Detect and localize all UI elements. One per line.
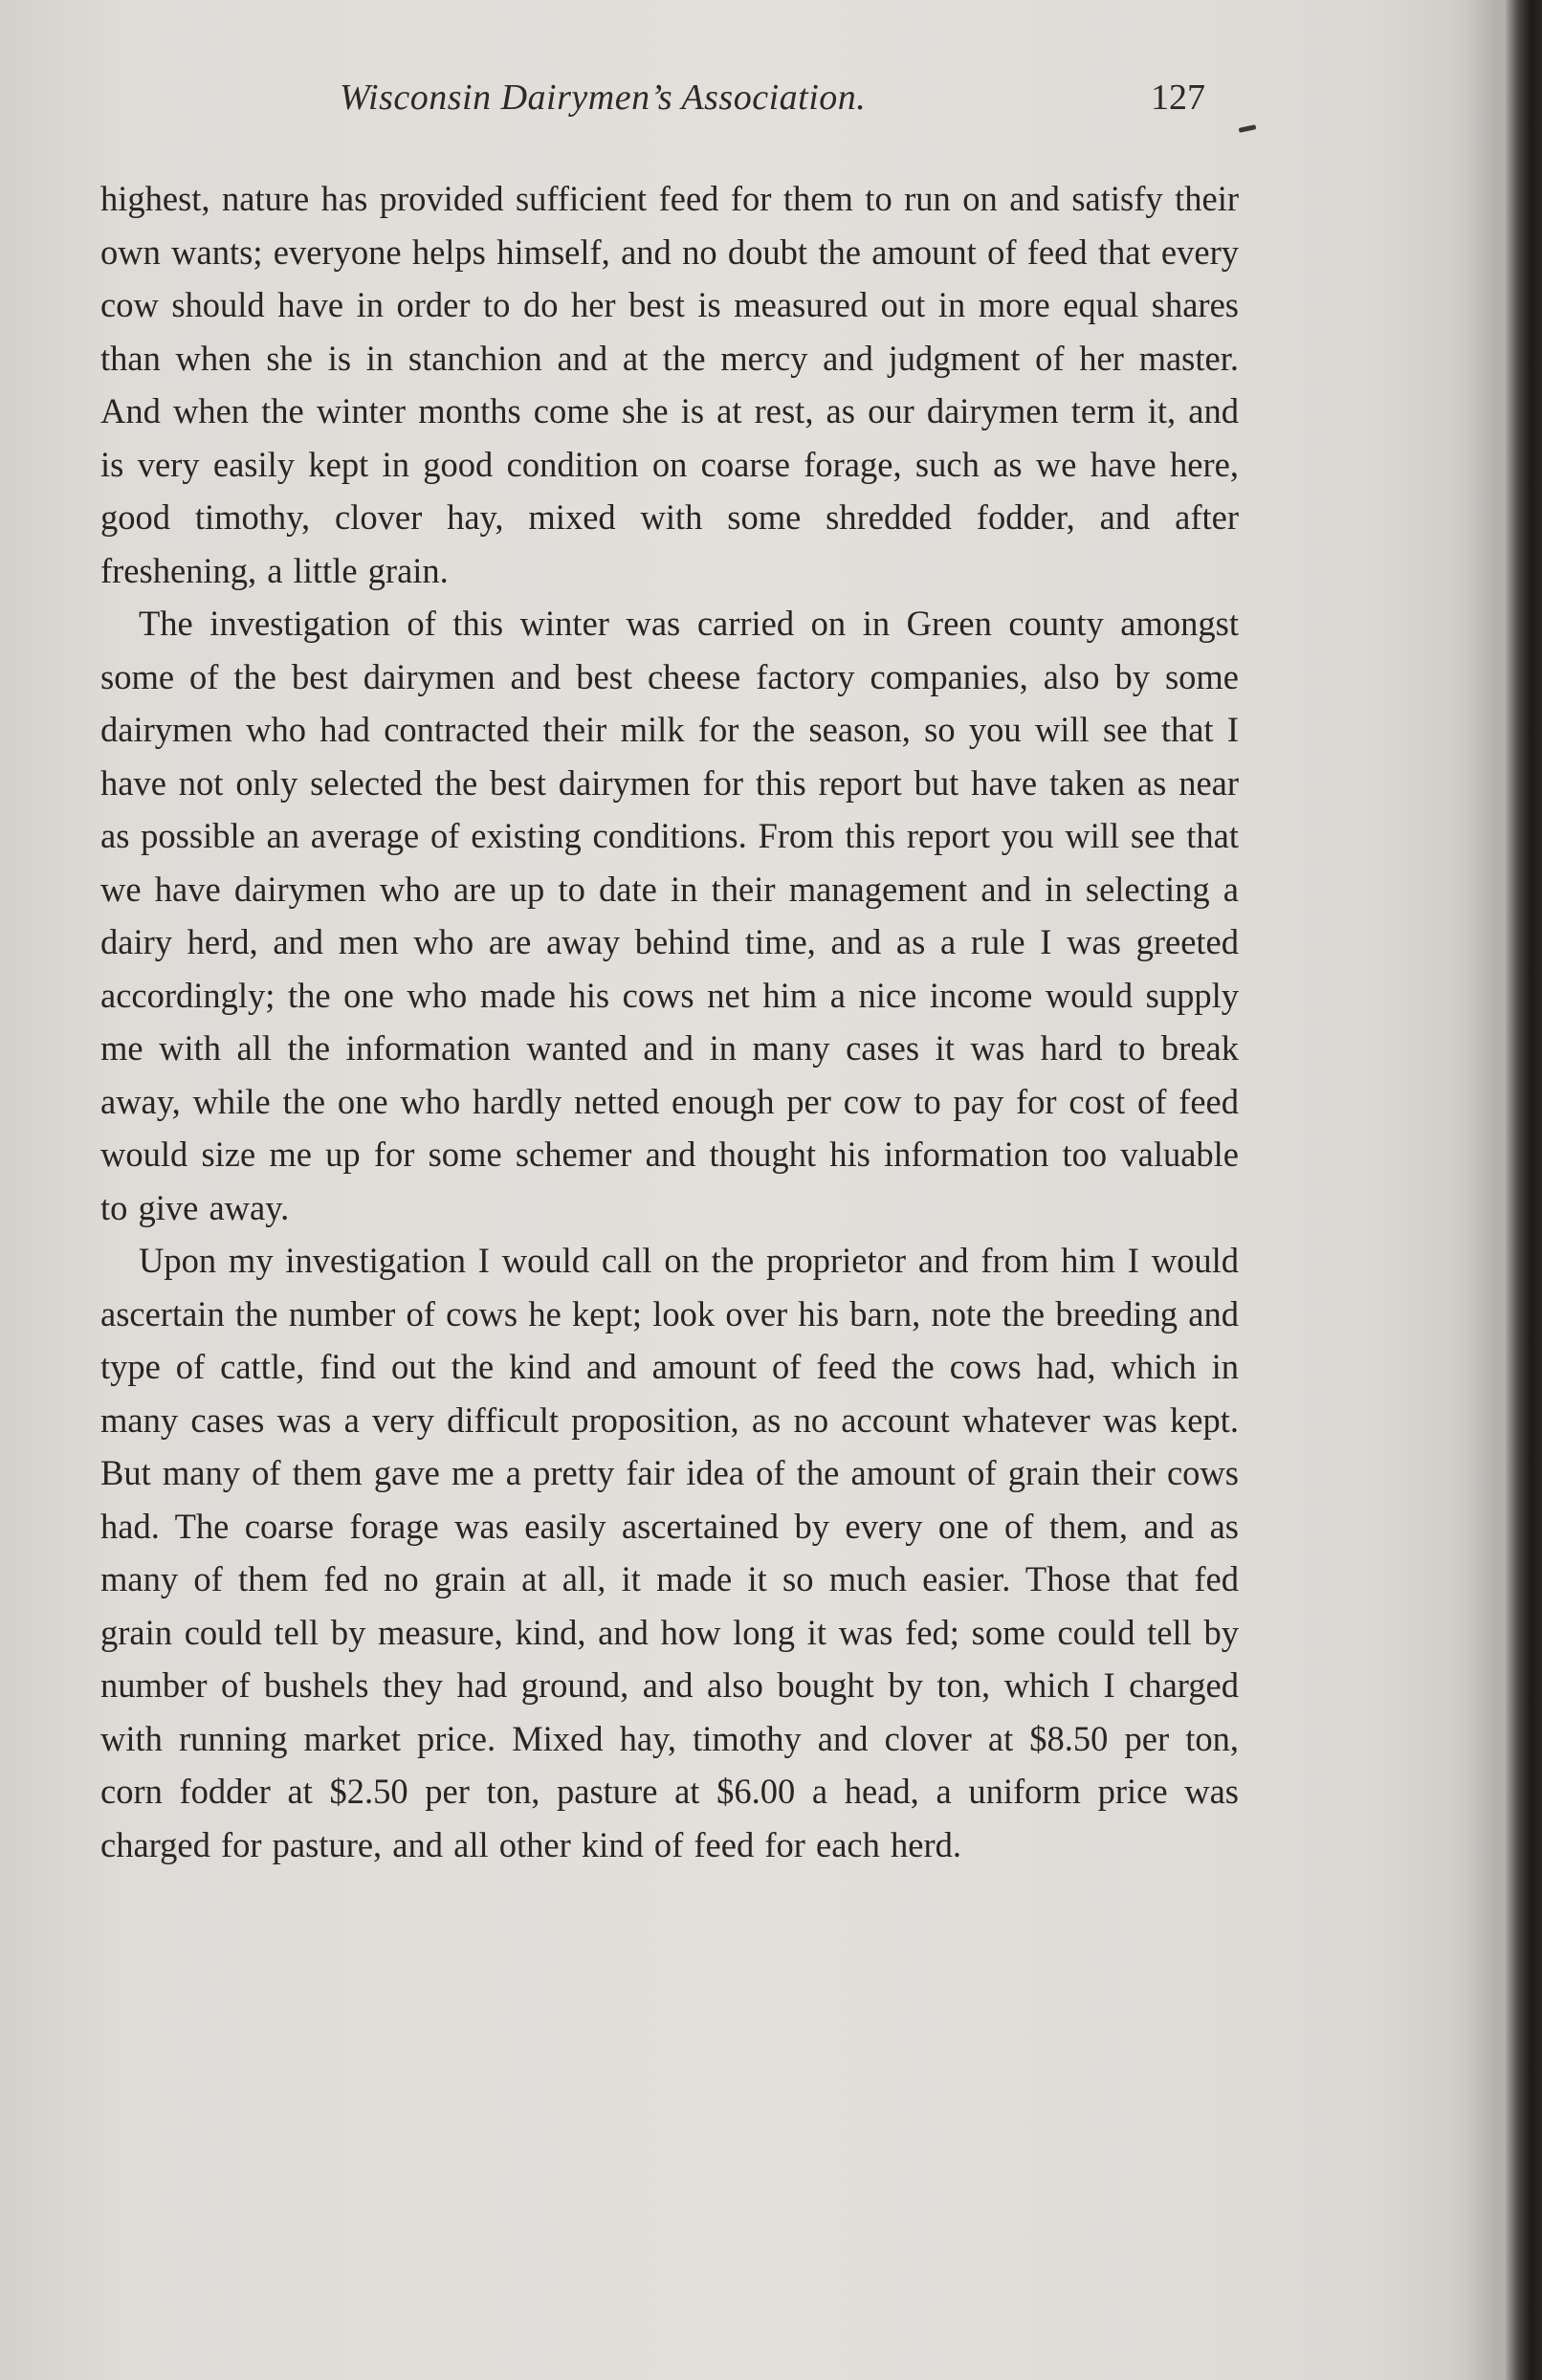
binding-shadow — [1448, 0, 1506, 2380]
running-head: Wisconsin Dairymen’s Association. — [340, 77, 867, 118]
body-text — [100, 172, 1239, 2219]
paragraph-3: Upon my investigation I would call on the proprietor and from him I would ascertain the number of cows he kept; look over his barn, note the breeding and type of cattle, find out the kind and amount of feed the cows had, which in many cases was a very difficult proposition, as no account whatever was kept. But many of them gave me a pretty fair idea of the amount of grain their cows had. The coarse forage was easily ascertained by every one of them, and as many of them fed no grain at all, it made it so much easier. Those that fed grain could tell by measure, kind, and how long it was fed; some could tell by number of bushels they had ground, and also bought by ton, which I charged with running market price. Mixed hay, timothy and clover at $8.50 per ton, corn fodder at $2.50 per ton, pasture at $6.00 a head, a uniform price was charged for pasture, and all other kind of feed for each herd. — [100, 1241, 1239, 1864]
book-binding-edge — [1506, 0, 1542, 2380]
page-number: 127 — [1151, 77, 1205, 118]
paragraph-2: The investigation of this winter was carried on in Green county amongst some of the best dairymen and best cheese factory companies, also by some dairymen who had contracted their milk for the season, so you will see that I have not only selected the best dairymen for this report but have taken as near as possible an average of existing conditions. From this report you will see that we have dairymen who are up to date in their management and in selecting a dairy herd, and men who are away behind time, and as a rule I was greeted accordingly; the one who made his cows net him a nice income would supply me with all the information wanted and in many cases it was hard to break away, while the one who hardly netted enough per cow to pay for cost of feed would size me up for some schemer and thought his information too valuable to give away. — [100, 604, 1239, 1227]
page-header — [340, 77, 1258, 134]
ink-mark — [1239, 124, 1257, 133]
paragraph-1: highest, nature has provided sufficient feed for them to run on and satisfy their own wants; everyone helps himself, and no doubt the amount of feed that every cow should have in order to do her best is measured out in more equal shares than when she is in stanchion and at the mercy and judgment of her master. And when the winter months come she is at rest, as our dairymen term it, and is very easily kept in good condition on coarse forage, such as we have here, good timothy, clover hay, mixed with some shredded fodder, and after freshening, a little grain. — [100, 179, 1239, 590]
